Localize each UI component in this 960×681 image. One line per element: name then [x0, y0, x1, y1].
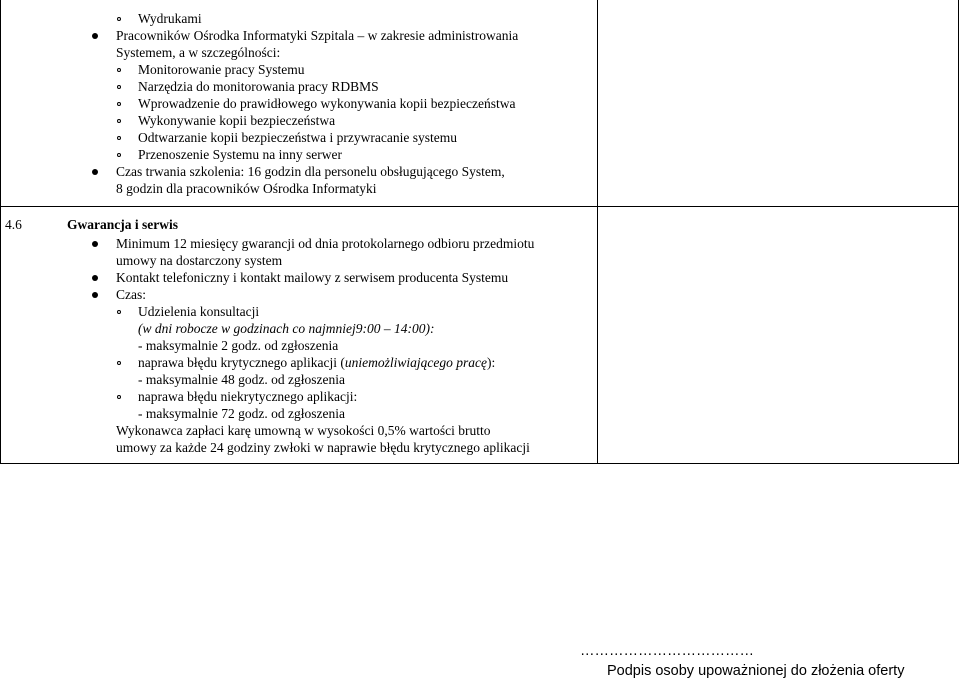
circle-bullet-icon: [117, 310, 121, 314]
penalty-text-continuation: umowy za każde 24 godziny zwłoki w naprawie błędu krytycznego aplikacji: [116, 440, 530, 455]
table-border-left: [0, 0, 1, 464]
critical-fix-max-time: - maksymalnie 48 godz. od zgłoszenia: [138, 372, 345, 387]
list-item: Wydrukami: [138, 11, 202, 26]
section-number: 4.6: [5, 217, 22, 232]
circle-bullet-icon: [117, 395, 121, 399]
list-item: Wprowadzenie do prawidłowego wykonywania kopii bezpieczeństwa: [138, 96, 516, 111]
circle-bullet-icon: [117, 17, 121, 21]
list-item: Monitorowanie pracy Systemu: [138, 62, 305, 77]
bullet-icon: [92, 292, 98, 298]
list-item: Narzędzia do monitorowania pracy RDBMS: [138, 79, 379, 94]
circle-bullet-icon: [117, 102, 121, 106]
bullet-icon: [92, 169, 98, 175]
bullet-icon: [92, 33, 98, 39]
circle-bullet-icon: [117, 85, 121, 89]
list-item-continuation: Systemem, a w szczególności:: [116, 45, 281, 60]
critical-fix-italic: uniemożliwiającego pracę: [344, 355, 488, 370]
list-item: Czas:: [116, 287, 146, 302]
list-item-continuation: 8 godzin dla pracowników Ośrodka Informatyki: [116, 181, 377, 196]
consultation-max-time: - maksymalnie 2 godz. od zgłoszenia: [138, 338, 339, 353]
list-item: Czas trwania szkolenia: 16 godzin dla personelu obsługującego System,: [116, 164, 505, 179]
table-row-divider: [0, 206, 959, 207]
list-item-continuation: umowy na dostarczony system: [116, 253, 283, 268]
table-border-right: [958, 0, 959, 464]
table-border-bottom: [0, 463, 959, 464]
list-item: [138, 354, 495, 371]
critical-fix-suffix: ):: [487, 355, 496, 370]
section-title: Gwarancja i serwis: [67, 217, 178, 232]
signature-dots: ………………………………: [580, 643, 754, 659]
list-item: Kontakt telefoniczny i kontakt mailowy z serwisem producenta Systemu: [116, 270, 509, 285]
circle-bullet-icon: [117, 68, 121, 72]
noncritical-fix-max-time: - maksymalnie 72 godz. od zgłoszenia: [138, 406, 345, 421]
signature-caption: Podpis osoby upoważnionej do złożenia oferty: [607, 663, 905, 679]
bullet-icon: [92, 275, 98, 281]
penalty-text: Wykonawca zapłaci karę umowną w wysokości 0,5% wartości brutto: [116, 423, 491, 438]
consultation-hours: (w dni robocze w godzinach co najmniej9:00 – 14:00):: [138, 321, 435, 336]
bullet-icon: [92, 241, 98, 247]
list-item: naprawa błędu niekrytycznego aplikacji:: [138, 389, 358, 404]
list-item: Wykonywanie kopii bezpieczeństwa: [138, 113, 336, 128]
table-column-divider: [597, 0, 598, 464]
circle-bullet-icon: [117, 136, 121, 140]
list-item: Odtwarzanie kopii bezpieczeństwa i przywracanie systemu: [138, 130, 457, 145]
list-item: Przenoszenie Systemu na inny serwer: [138, 147, 342, 162]
critical-fix-prefix: naprawa błędu krytycznego aplikacji (: [138, 355, 345, 370]
circle-bullet-icon: [117, 119, 121, 123]
circle-bullet-icon: [117, 153, 121, 157]
list-item: Minimum 12 miesięcy gwarancji od dnia protokolarnego odbioru przedmiotu: [116, 236, 535, 251]
list-item: Pracowników Ośrodka Informatyki Szpitala – w zakresie administrowania: [116, 28, 519, 43]
circle-bullet-icon: [117, 361, 121, 365]
list-item: Udzielenia konsultacji: [138, 304, 260, 319]
